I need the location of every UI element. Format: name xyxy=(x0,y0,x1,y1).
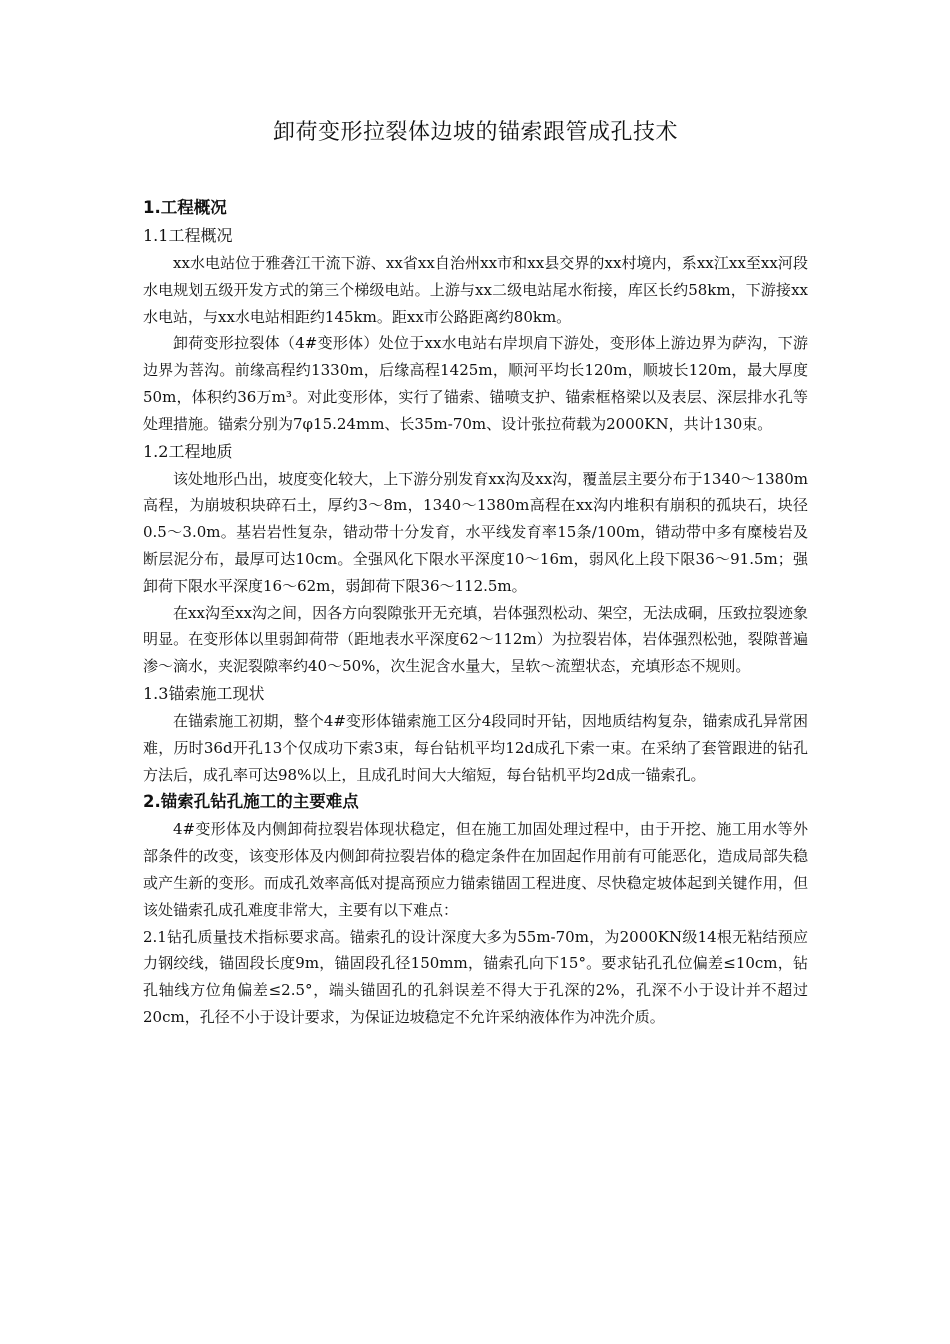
document-title: 卸荷变形拉裂体边坡的锚索跟管成孔技术 xyxy=(272,120,678,145)
section-1-3-heading: 1.3锚索施工现状 xyxy=(143,683,265,703)
section-2-heading: 2.锚索孔钻孔施工的主要难点 xyxy=(143,792,359,812)
section-1-1-paragraph-2: 卸荷变形拉裂体（4#变形体）处位于xx水电站右岸坝肩下游处，变形体上游边界为萨沟，下游边界为菩沟。前缘高程约1330m，后缘高程1425m，顺河平均长120m，顺坡长120m，最大厚度50m，体积约36万m³。对此变形体，实行了锚索、锚喷支护、锚索框格梁以及表层、深层排水孔等处理措施。锚索分别为7φ15.24mm、长35m-70m、设计张拉荷载为2000KN，共计130束。 xyxy=(143,334,808,433)
section-1-1-heading: 1.1工程概况 xyxy=(143,226,233,245)
section-1-1-paragraph-1: xx水电站位于雅砻江干流下游、xx省xx自治州xx市和xx县交界的xx村境内，系xx江xx至xx河段水电规划五级开发方式的第三个梯级电站。上游与xx二级电站尾水衔接，库区长约58km，下游接xx水电站，与xx水电站相距约145km。距xx市公路距离约80km。 xyxy=(143,254,808,326)
section-2-1-paragraph: 2.1钻孔质量技术指标要求高。锚索孔的设计深度大多为55m-70m，为2000KN级14根无粘结预应力钢绞线，锚固段长度9m，锚固段孔径150mm，锚索孔向下15°。要求钻孔孔位偏差≤10cm，钻孔轴线方位角偏差≤2.5°，端头锚固孔的孔斜误差不得大于孔深的2%，孔深不小于设计并不超过20cm，孔径不小于设计要求，为保证边坡稳定不允许采纳液体作为冲洗介质。 xyxy=(143,927,808,1026)
section-1-2-paragraph-2: 在xx沟至xx沟之间，因各方向裂隙张开无充填，岩体强烈松动、架空，无法成硐，压致拉裂迹象明显。在变形体以里弱卸荷带（距地表水平深度62～112m）为拉裂岩体，岩体强烈松弛，裂隙普遍渗～滴水，夹泥裂隙率约40～50%，次生泥含水量大，呈软～流塑状态，充填形态不规则。 xyxy=(143,603,808,676)
document-body xyxy=(143,118,808,1031)
section-1-2-paragraph-1: 该处地形凸出，坡度变化较大，上下游分别发育xx沟及xx沟，覆盖层主要分布于1340～1380m高程，为崩坡积块碎石土，厚约3～8m，1340～1380m高程在xx沟内堆积有崩积的孤块石，块径0.5～3.0m。基岩岩性复杂，错动带十分发育，水平线发育率15条/100m，错动带中多有糜棱岩及断层泥分布，最厚可达10cm。全强风化下限水平深度10～16m，弱风化上段下限36～91.5m；强卸荷下限水平深度16～62m，弱卸荷下限36～112.5m。 xyxy=(143,469,808,595)
section-1-3-paragraph-1: 在锚索施工初期，整个4#变形体锚索施工区分4段同时开钻，因地质结构复杂，锚索成孔异常困难，历时36d开孔13个仅成功下索3束，每台钻机平均12d成孔下索一束。在采纳了套管跟进的钻孔方法后，成孔率可达98%以上，且成孔时间大大缩短，每台钻机平均2d成一锚索孔。 xyxy=(143,711,808,784)
section-1-2-heading: 1.2工程地质 xyxy=(143,441,233,461)
section-1-heading: 1.工程概况 xyxy=(143,198,227,217)
section-2-paragraph-1: 4#变形体及内侧卸荷拉裂岩体现状稳定，但在施工加固处理过程中，由于开挖、施工用水等外部条件的改变，该变形体及内侧卸荷拉裂岩体的稳定条件在加固起作用前有可能恶化，造成局部失稳或产生新的变形。而成孔效率高低对提高预应力锚索锚固工程进度、尽快稳定坡体起到关键作用，但该处锚索孔成孔难度非常大，主要有以下难点： xyxy=(143,820,808,919)
